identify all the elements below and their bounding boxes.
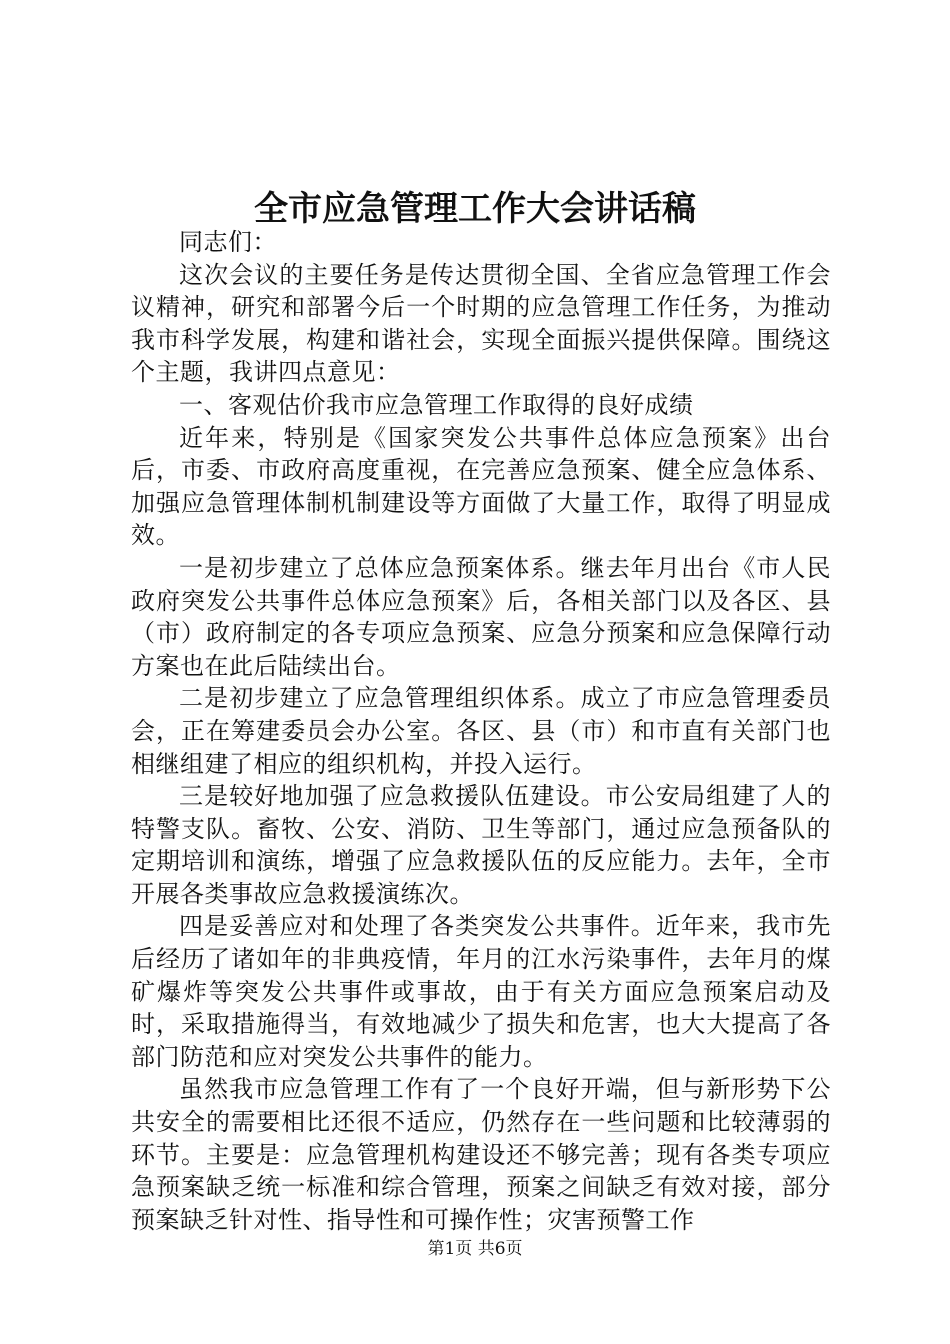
paragraph-salutation: 同志们： bbox=[179, 228, 277, 256]
section-heading-1: 一、客观估价我市应急管理工作取得的良好成绩 bbox=[179, 390, 694, 419]
document-body bbox=[131, 226, 831, 1236]
page-number-footer: 第1页 共6页 bbox=[427, 1239, 523, 1259]
paragraph-point-3: 三是较好地加强了应急救援队伍建设。市公安局组建了人的特警支队。畜牧、公安、消防、卫生等部门，通过应急预备队的定期培训和演练，增强了应急救援队伍的反应能力。去年，全市开展各类事故应急救援演练次。 bbox=[131, 782, 831, 908]
paragraph-point-1: 一是初步建立了总体应急预案体系。继去年月出台《市人民政府突发公共事件总体应急预案》后，各相关部门以及各区、县（市）政府制定的各专项应急预案、应急分预案和应急保障行动方案也在此后陆续出台。 bbox=[131, 553, 831, 680]
paragraph-problems: 虽然我市应急管理工作有了一个良好开端，但与新形势下公共安全的需要相比还很不适应，仍然存在一些问题和比较薄弱的环节。主要是：应急管理机构建设还不够完善；现有各类专项应急预案缺乏统一标准和综合管理，预案之间缺乏有效对接，部分预案缺乏针对性、指导性和可操作性；灾害预警工作 bbox=[131, 1075, 831, 1234]
paragraph-intro: 这次会议的主要任务是传达贯彻全国、全省应急管理工作会议精神，研究和部署今后一个时期的应急管理工作任务，为推动我市科学发展，构建和谐社会，实现全面振兴提供保障。围绕这个主题，我讲四点意见： bbox=[131, 260, 831, 387]
paragraph-point-4: 四是妥善应对和处理了各类突发公共事件。近年来，我市先后经历了诸如年的非典疫情，年月的江水污染事件，去年月的煤矿爆炸等突发公共事件或事故，由于有关方面应急预案启动及时，采取措施得当，有效地减少了损失和危害，也大大提高了各部门防范和应对突发公共事件的能力。 bbox=[131, 912, 831, 1071]
document-title: 全市应急管理工作大会讲话稿 bbox=[254, 189, 696, 229]
paragraph-achievements: 近年来，特别是《国家突发公共事件总体应急预案》出台后，市委、市政府高度重视，在完善应急预案、健全应急体系、加强应急管理体制机制建设等方面做了大量工作，取得了明显成效。 bbox=[131, 423, 831, 550]
paragraph-point-2: 二是初步建立了应急管理组织体系。成立了市应急管理委员会，正在筹建委员会办公室。各区、县（市）和市直有关部门也相继组建了相应的组织机构，并投入运行。 bbox=[131, 684, 831, 778]
